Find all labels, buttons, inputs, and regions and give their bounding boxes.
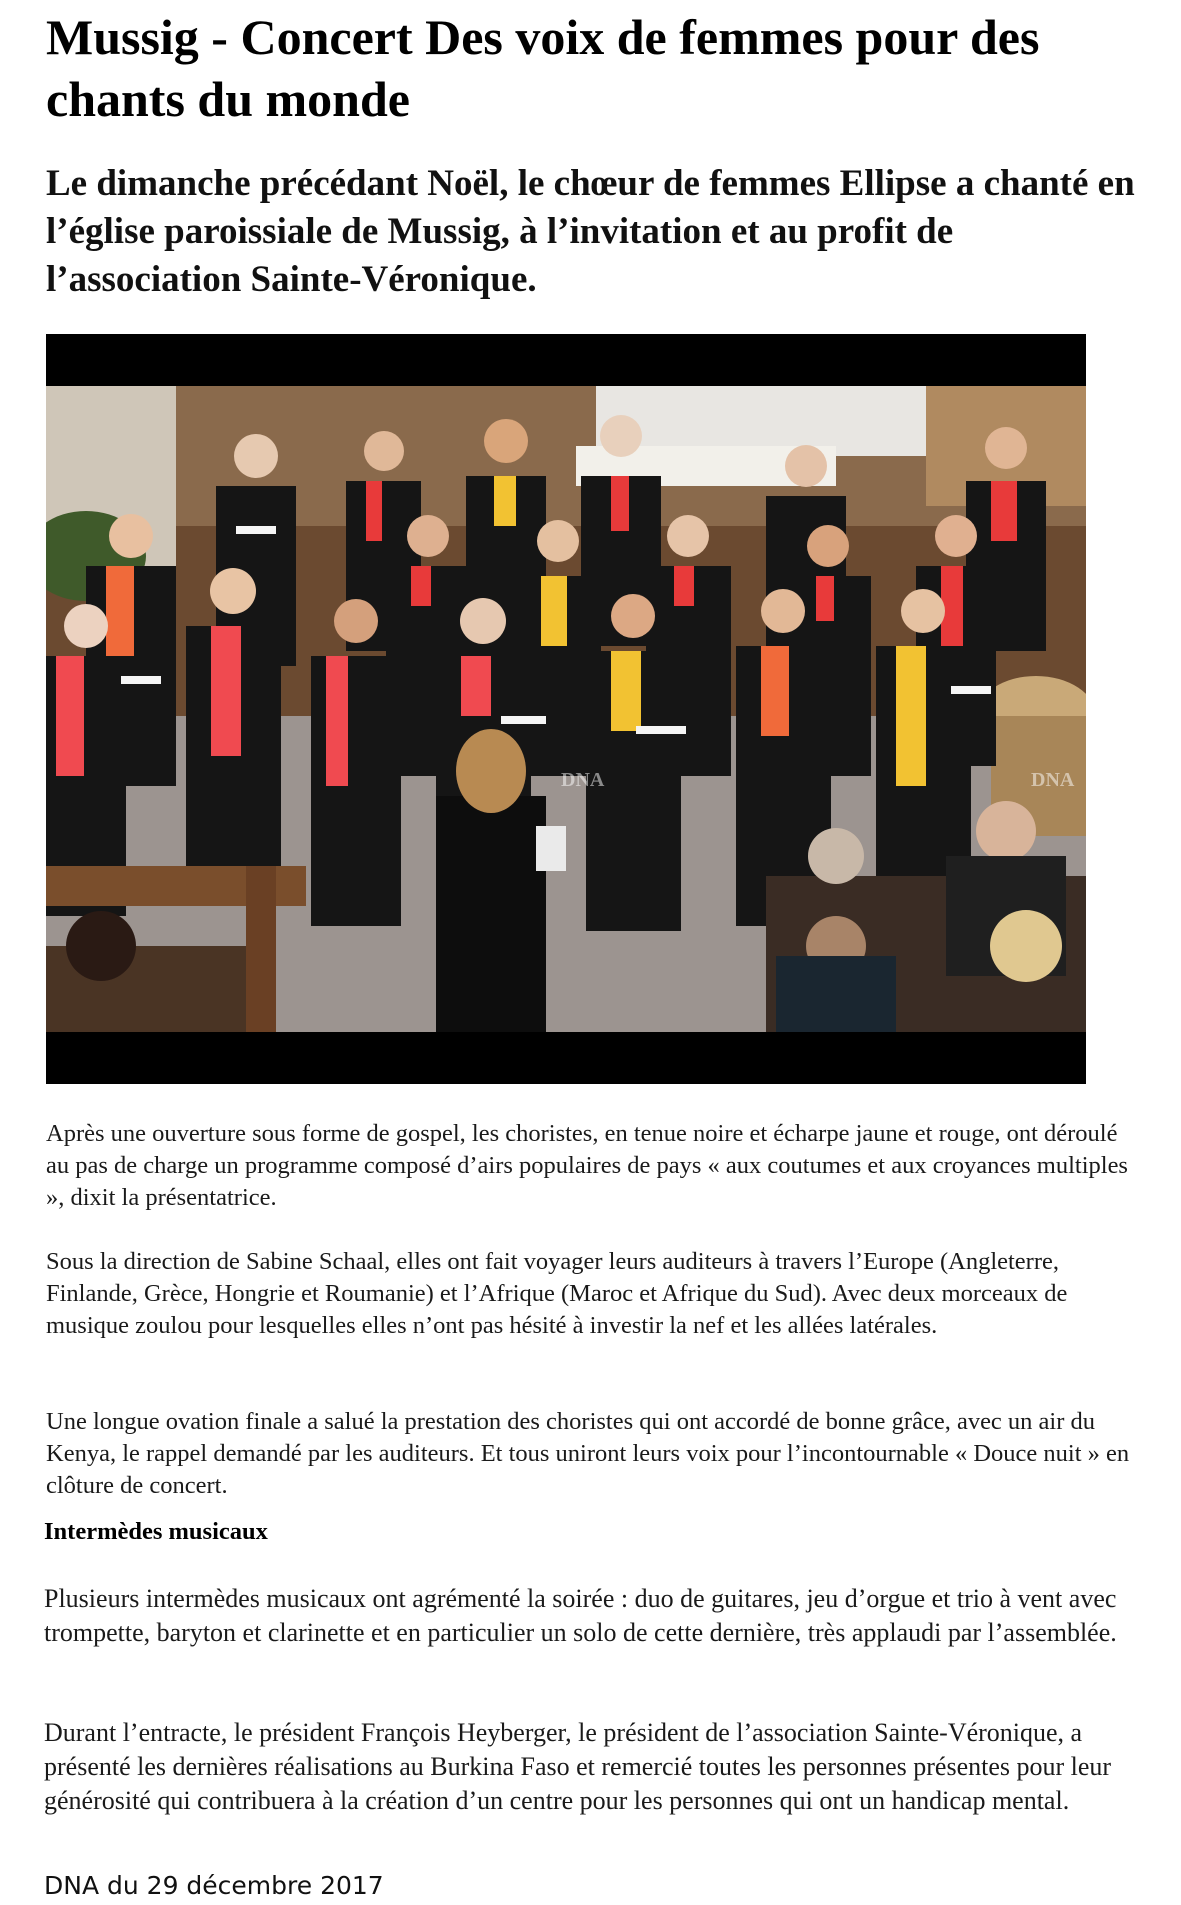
photo-watermark: DNA <box>561 769 605 791</box>
article-title: Mussig - Concert Des voix de femmes pour des chants du monde <box>46 9 1040 127</box>
article-lead: Le dimanche précédant Noël, le chœur de femmes Ellipse a chanté en l’église paroissiale de Mussig, à l’invitation et au profit de l’association Sainte-Véronique. <box>46 163 1135 300</box>
paragraph-4: Plusieurs intermèdes musicaux ont agrémenté la soirée : duo de guitares, jeu d’orgue et trio à vent avec trompette, baryton et clarinette et en particulier un solo de cette dernière, très applaudi par l’assemblée. <box>44 1584 1117 1647</box>
choir-photo-illustration <box>46 386 1086 1032</box>
paragraph-1: Après une ouverture sous forme de gospel, les choristes, en tenue noire et écharpe jaune et rouge, ont déroulé au pas de charge un programme composé d’airs populaires de pays « aux coutumes et aux croyances multiples », dixit la présentatrice. <box>46 1120 1128 1211</box>
paragraph-2: Sous la direction de Sabine Schaal, elles ont fait voyager leurs auditeurs à travers l’Europe (Angleterre, Finlande, Grèce, Hongrie et Roumanie) et l’Afrique (Maroc et Afrique du Sud). Avec deux morceaux de musique zoulou pour lesquelles elles n’ont pas hésité à investir la nef et les allées latérales. <box>46 1248 1068 1339</box>
subheading: Intermèdes musicaux <box>44 1518 268 1545</box>
article-source: DNA du 29 décembre 2017 <box>44 1871 384 1900</box>
photo-watermark-right: DNA <box>1031 769 1075 791</box>
paragraph-3: Une longue ovation finale a salué la prestation des choristes qui ont accordé de bonne grâce, avec un air du Kenya, le rappel demandé par les auditeurs. Et tous uniront leurs voix pour l’incontournable « Douce nuit » en clôture de concert. <box>46 1408 1130 1499</box>
paragraph-5: Durant l’entracte, le président François Heyberger, le président de l’association Sainte-Véronique, a présenté les dernières réalisations au Burkina Faso et remercié toutes les personnes présentes pour leur générosité qui contribuera à la création d’un centre pour les personnes qui ont un handicap mental. <box>44 1718 1112 1815</box>
article-photo <box>46 334 1086 1084</box>
